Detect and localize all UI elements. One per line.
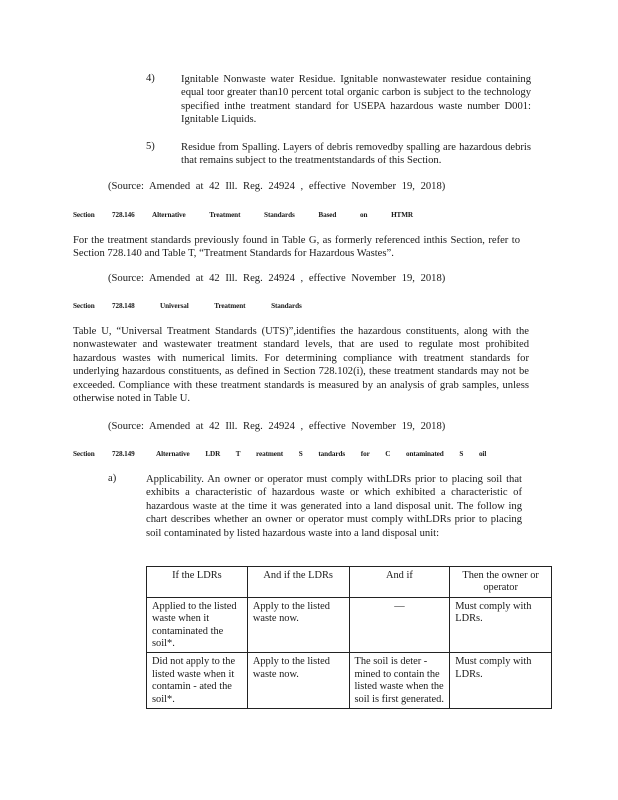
table-row bbox=[147, 653, 552, 709]
section-number: 728.148 bbox=[112, 302, 135, 310]
table-cell: The soil is deter - mined to contain the listed waste when the soil is first generated. bbox=[349, 653, 450, 709]
section-title: Alternative LDR T reatment S tandards for C ontaminated S oil bbox=[156, 450, 487, 458]
table-cell: Applied to the listed waste when it contaminated the soil*. bbox=[147, 597, 248, 653]
section-title: Universal Treatment Standards bbox=[160, 302, 302, 310]
table-cell: Must comply with LDRs. bbox=[450, 597, 552, 653]
table-cell: Apply to the listed waste now. bbox=[247, 597, 349, 653]
section-body: Table U, “Universal Treatment Standards (UTS)”,identifies the hazardous constituents, along with the nonwastewater and wastewater treatment standard levels, that are used to regulate most prohibited hazardous wastes with numerical limits. For determining compliance with treatment standards for underlying hazardous constituents, as defined in Section 728.102(i), these treatment standards may not be exceeded. Compliance with these treatment standards is measured by an analysis of grab samples, unless otherwise noted in Table U. bbox=[73, 326, 529, 405]
table-cell: — bbox=[349, 597, 450, 653]
column-header: Then the owner or operator bbox=[450, 567, 552, 598]
section-label: Section bbox=[73, 302, 95, 310]
source-note: (Source: Amended at 42 Ill. Reg. 24924 , effective November 19, 2018) bbox=[108, 273, 446, 284]
list-item-text: Residue from Spalling. Layers of debris removedby spalling are hazardous debris that remains subject to the treatmentstandards of this Section. bbox=[181, 142, 531, 167]
table-cell: Did not apply to the listed waste when it contamin - ated the soil*. bbox=[147, 653, 248, 709]
section-label: Section bbox=[73, 450, 95, 458]
list-item-number: a) bbox=[108, 473, 117, 484]
column-header: And if bbox=[349, 567, 450, 598]
table-header-row bbox=[147, 567, 552, 598]
source-note: (Source: Amended at 42 Ill. Reg. 24924 , effective November 19, 2018) bbox=[108, 421, 446, 432]
table-cell: Apply to the listed waste now. bbox=[247, 653, 349, 709]
table-row bbox=[147, 597, 552, 653]
column-header: And if the LDRs bbox=[247, 567, 349, 598]
section-title: Alternative Treatment Standards Based on HTMR bbox=[152, 211, 414, 219]
list-item-number: 4) bbox=[146, 73, 155, 84]
section-label: Section bbox=[73, 211, 95, 219]
list-item-text: Ignitable Nonwaste water Residue. Ignitable nonwastewater residue containing equal toor greater than10 percent total organic carbon is subject to the technology specified inthe treatment standard for USEPA hazardous waste number D001: Ignitable Liquids. bbox=[181, 74, 531, 126]
source-note: (Source: Amended at 42 Ill. Reg. 24924 , effective November 19, 2018) bbox=[108, 181, 446, 192]
section-body: For the treatment standards previously found in Table G, as formerly referenced inthis Section, refer to Section 728.140 and Table T, “Treatment Standards for Hazardous Wastes”. bbox=[73, 235, 520, 260]
section-number: 728.146 bbox=[112, 211, 135, 219]
ldr-chart-table bbox=[146, 566, 552, 709]
column-header: If the LDRs bbox=[147, 567, 248, 598]
section-body: Applicability. An owner or operator must comply withLDRs prior to placing soil that exhibits a characteristic of hazardous waste or which exhibited a characteristic of hazardous waste at the time it was generated into a land disposal unit. The follow ing chart describes whether an owner or operator must comply withLDRs prior to placing soil contaminated by listed hazardous waste into a land disposal unit: bbox=[146, 474, 522, 539]
section-number: 728.149 bbox=[112, 450, 135, 458]
list-item-number: 5) bbox=[146, 141, 155, 152]
table-cell: Must comply with LDRs. bbox=[450, 653, 552, 709]
